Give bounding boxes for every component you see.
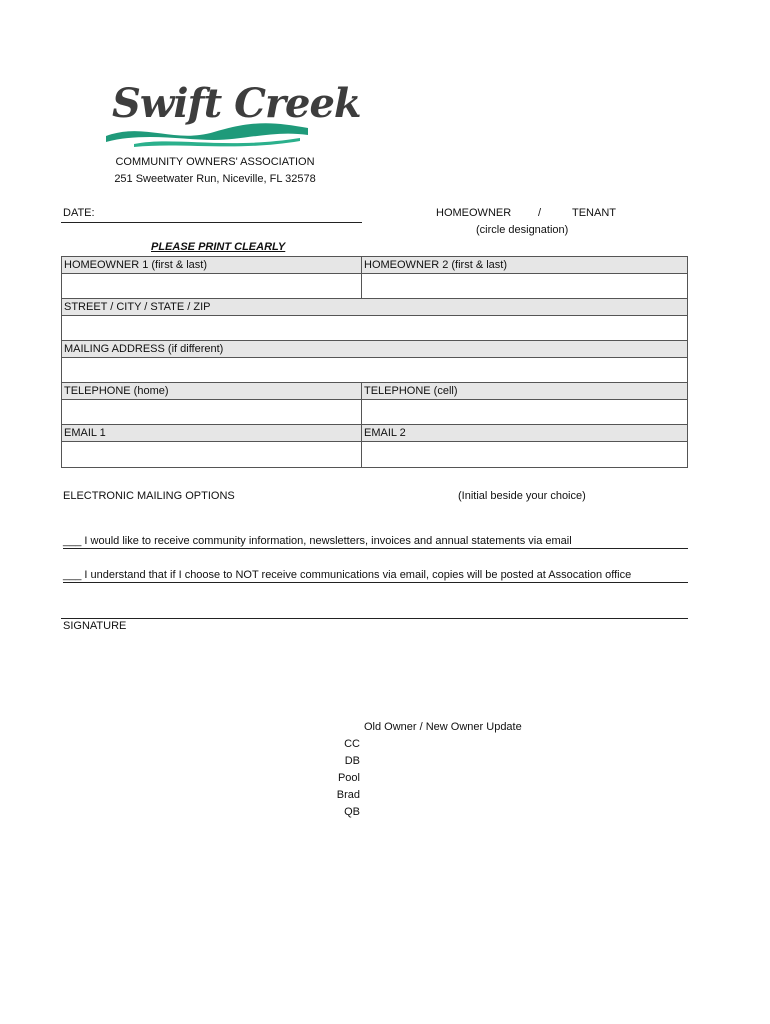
street-field[interactable]: [62, 316, 687, 340]
table-row: [62, 383, 687, 400]
table-row: [62, 425, 687, 442]
office-item-qb: QB: [344, 806, 360, 818]
telephone-cell-label: TELEPHONE (cell): [364, 385, 458, 397]
table-row: [62, 274, 687, 299]
mailing-options-note: (Initial beside your choice): [458, 490, 586, 502]
mailing-address-field[interactable]: [62, 358, 687, 382]
mailing-options-title: ELECTRONIC MAILING OPTIONS: [63, 490, 235, 502]
table-row: [62, 358, 687, 383]
office-update-title: Old Owner / New Owner Update: [364, 721, 522, 733]
org-name: COMMUNITY OWNERS' ASSOCIATION: [115, 156, 315, 168]
signature-line[interactable]: [61, 618, 688, 619]
email-option-line[interactable]: ___ I would like to receive community information, newsletters, invoices and annual statements via email: [63, 535, 688, 549]
designation-slash: /: [538, 207, 542, 219]
homeowner2-field[interactable]: [362, 274, 687, 298]
telephone-home-label: TELEPHONE (home): [62, 383, 362, 399]
telephone-cell-field[interactable]: [362, 400, 687, 424]
mailing-address-label: MAILING ADDRESS (if different): [64, 343, 224, 355]
table-row: [62, 341, 687, 358]
print-note: PLEASE PRINT CLEARLY: [151, 241, 286, 253]
office-item-cc: CC: [344, 738, 360, 750]
table-row: [62, 257, 687, 274]
homeowner-option[interactable]: HOMEOWNER: [436, 207, 512, 219]
logo-text: Swift Creek: [112, 80, 361, 127]
tenant-option[interactable]: TENANT: [572, 207, 616, 219]
owner-info-table: [61, 256, 688, 468]
email1-label: EMAIL 1: [62, 425, 362, 441]
swift-creek-logo: [104, 78, 361, 152]
signature-label: SIGNATURE: [63, 620, 127, 632]
email2-label: EMAIL 2: [364, 427, 406, 439]
table-row: [62, 400, 687, 425]
email2-field[interactable]: [362, 442, 687, 467]
homeowner2-label: HOMEOWNER 2 (first & last): [364, 259, 508, 271]
org-address: 251 Sweetwater Run, Niceville, FL 32578: [114, 173, 316, 185]
office-item-pool: Pool: [337, 772, 360, 784]
posted-option-line[interactable]: ___ I understand that if I choose to NOT receive communications via email, copies will be posted at Assocation office: [63, 569, 688, 583]
office-item-db: DB: [344, 755, 360, 767]
designation-note: (circle designation): [476, 224, 569, 236]
table-row: [62, 299, 687, 316]
date-line[interactable]: [61, 222, 362, 223]
office-item-brad: Brad: [336, 789, 360, 801]
email1-field[interactable]: [62, 442, 362, 467]
table-row: [62, 442, 687, 467]
homeowner1-field[interactable]: [62, 274, 362, 298]
street-label: STREET / CITY / STATE / ZIP: [64, 301, 211, 313]
table-row: [62, 316, 687, 341]
telephone-home-field[interactable]: [62, 400, 362, 424]
date-label: DATE:: [63, 207, 95, 219]
homeowner1-label: HOMEOWNER 1 (first & last): [62, 257, 362, 273]
